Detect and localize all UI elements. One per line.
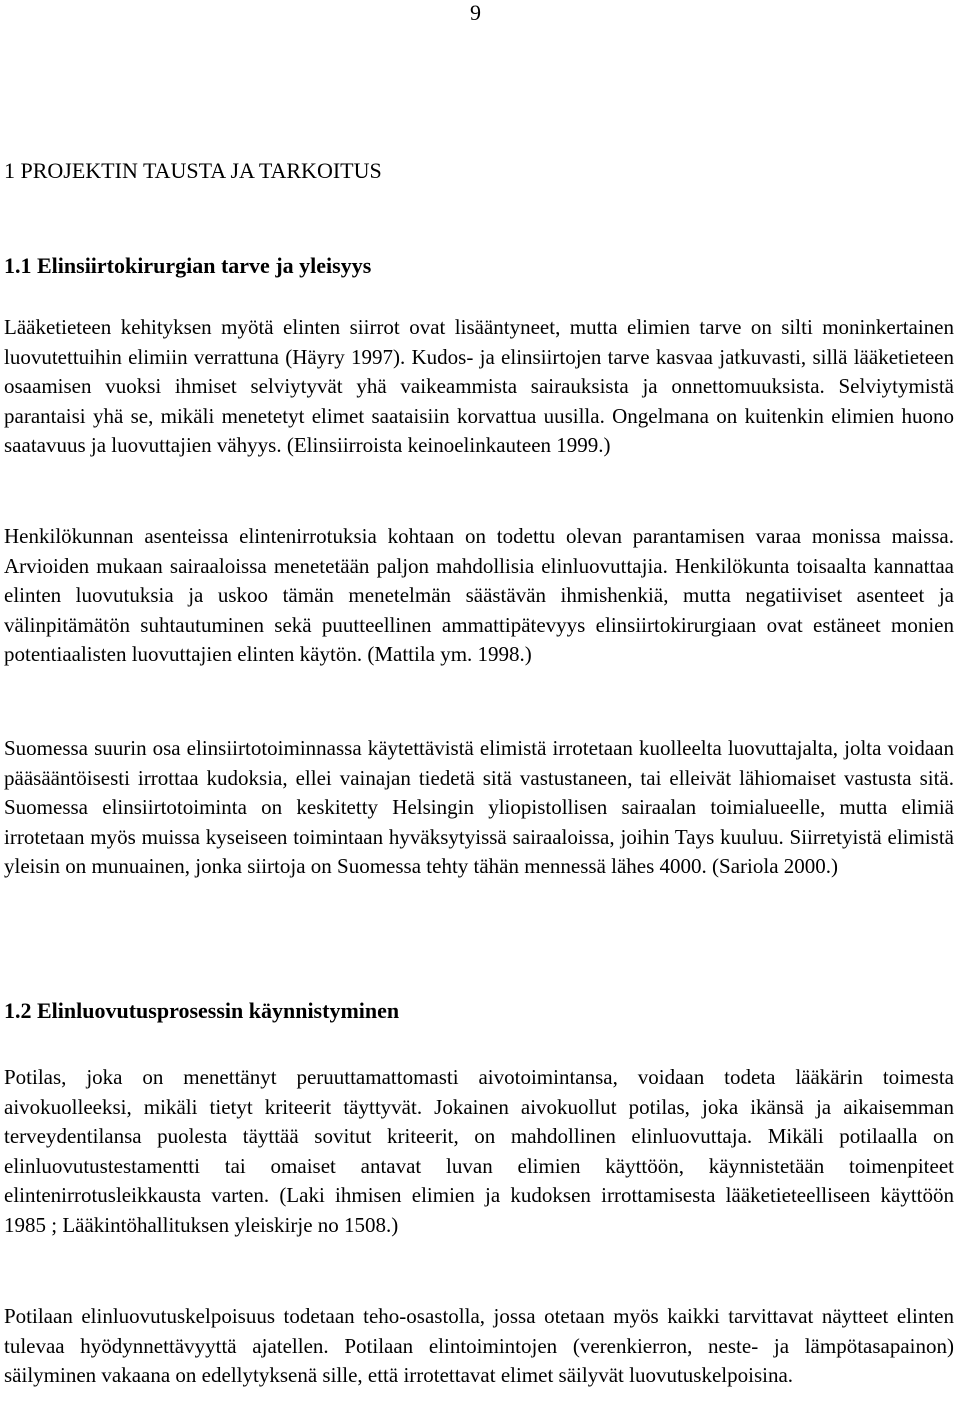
section-heading-1-1: 1.1 Elinsiirtokirurgian tarve ja yleisyys [4,253,372,278]
chapter-heading: 1 PROJEKTIN TAUSTA JA TARKOITUS [4,158,382,183]
paragraph: Potilaan elinluovutuskelpoisuus todetaan teho-osastolla, jossa otetaan myös kaikki tarvittavat näytteet elinten tulevaa hyödynnettävyyttä ajatellen. Potilaan elintoimintojen (verenkierron, neste- ja lämpötasapainon) säilyminen vakaana on edellytyksenä sille, että irrotettavat elimet säilyvät luovutuskelpoisina. [4,1304,954,1388]
page-number: 9 [470,0,481,25]
paragraph: Potilas, joka on menettänyt peruuttamattomasti aivotoimintansa, voidaan todeta lääkärin toimesta aivokuolleeksi, mikäli tietyt kriteerit täyttyvät. Jokainen aivokuollut potilas, joka ikänsä ja aikaisemman terveydentilansa puolesta täyttää sovitut kriteerit, on mahdollinen elinluovuttaja. Mikäli potilaalla on elinluovutustestamentti tai omaiset antavat luvan elimien käyttöön, käynnistetään toimenpiteet elintenirrotusleikkausta varten. (Laki ihmisen elimien ja kudoksen irrottamisesta lääketieteelliseen käyttöön 1985 ; Lääkintöhallituksen yleiskirje no 1508.) [4,1065,954,1237]
section-heading-1-2: 1.2 Elinluovutusprosessin käynnistyminen [4,998,400,1023]
paragraph: Suomessa suurin osa elinsiirtotoiminnassa käytettävistä elimistä irrotetaan kuolleelta luovuttajalta, jolta voidaan pääsääntöisesti irrottaa kudoksia, ellei vainajan tiedetä sitä vastustaneen, tai elleivät lähiomaiset vastusta sitä. Suomessa elinsiirtotoiminta on keskitetty Helsingin yliopistollisen sairaalan toimialueelle, mutta elimiä irrotetaan myös muissa kyseiseen toimintaan hyväksytyissä sairaaloissa, joihin Tays kuuluu. Siirretyistä elimistä yleisin on munuainen, jonka siirtoja on Suomessa tehty tähän mennessä lähes 4000. (Sariola 2000.) [4,736,954,879]
paragraph: Henkilökunnan asenteissa elintenirrotuksia kohtaan on todettu olevan parantamisen varaa monissa maissa. Arvioiden mukaan sairaaloissa menetetään paljon mahdollisia elinluovuttajia. Henkilökunta toisaalta kannattaa elinten luovutuksia ja uskoo tämän menetelmän säästävän ihmishenkiä, mutta negatiiviset asenteet ja välinpitämätön suhtautuminen sekä puutteellinen ammattipätevyys elinsiirtokirurgiaan ovat estäneet monien potentiaalisten luovuttajien elinten käytön. (Mattila ym. 1998.) [4,524,954,667]
paragraph: Lääketieteen kehityksen myötä elinten siirrot ovat lisääntyneet, mutta elimien tarve on silti moninkertainen luovutettuihin elimiin verrattuna (Häyry 1997). Kudos- ja elinsiirtojen tarve kasvaa jatkuvasti, sillä lääketieteen osaamisen vuoksi ihmiset selviytyvät yhä vaikeammista sairauksista ja onnettomuuksista. Selviytymistä parantaisi yhä se, mikäli menetetyt elimet saataisiin korvattua uusilla. Ongelmana on kuitenkin elimien huono saatavuus ja luovuttajien vähyys. (Elinsiirroista keinoelinkauteen 1999.) [4,315,954,458]
